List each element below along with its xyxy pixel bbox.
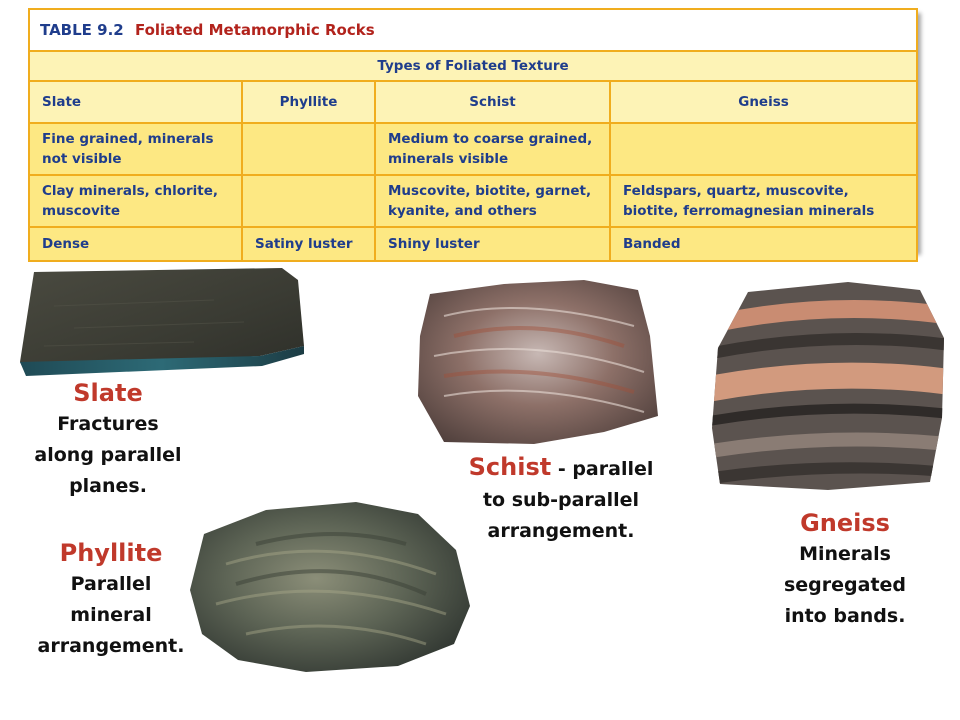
- table-cell: Medium to coarse grained, minerals visible: [375, 123, 610, 175]
- gneiss-caption: [762, 508, 928, 632]
- table-number: TABLE 9.2: [40, 21, 124, 39]
- phyllite-description-line: arrangement.: [37, 635, 185, 657]
- column-header-slate: Slate: [29, 81, 242, 123]
- table-cell: Shiny luster: [375, 227, 610, 261]
- table-cell: Feldspars, quartz, muscovite, biotite, ferromagnesian minerals: [610, 175, 917, 227]
- table-title: [29, 9, 917, 51]
- table-cell: [610, 123, 917, 175]
- gneiss-rock-image: [708, 278, 948, 494]
- schist-name: Schist: [468, 453, 552, 481]
- table-cell: [242, 175, 375, 227]
- column-header-gneiss: Gneiss: [610, 81, 917, 123]
- table-cell: Dense: [29, 227, 242, 261]
- table-cell: Fine grained, minerals not visible: [29, 123, 242, 175]
- table-row: [29, 175, 917, 227]
- gneiss-description-line: into bands.: [784, 605, 906, 627]
- schist-description-line: to sub-parallel: [482, 489, 640, 511]
- table-row: [29, 123, 917, 175]
- table-subheading: Types of Foliated Texture: [29, 51, 917, 81]
- schist-rock-image: [414, 276, 660, 448]
- table-cell: Banded: [610, 227, 917, 261]
- table-cell: Clay minerals, chlorite, muscovite: [29, 175, 242, 227]
- table-row: [29, 227, 917, 261]
- slate-description-line: Fractures: [57, 413, 159, 435]
- phyllite-caption: [14, 538, 208, 662]
- slate-description-line: planes.: [69, 475, 147, 497]
- gneiss-name: Gneiss: [800, 509, 890, 537]
- schist-heading-line: [438, 452, 684, 485]
- phyllite-description-line: mineral: [70, 604, 152, 626]
- table-title-text: Foliated Metamorphic Rocks: [134, 21, 375, 39]
- gneiss-description-line: Minerals: [799, 543, 891, 565]
- schist-caption: [438, 452, 684, 547]
- slate-description-line: along parallel: [34, 444, 182, 466]
- table-cell: [242, 123, 375, 175]
- schist-description-start: - parallel: [551, 458, 654, 480]
- column-header-schist: Schist: [375, 81, 610, 123]
- foliated-rocks-table-container: [28, 8, 916, 250]
- table-cell: Satiny luster: [242, 227, 375, 261]
- foliated-rocks-table: [28, 8, 918, 262]
- table-cell: Muscovite, biotite, garnet, kyanite, and others: [375, 175, 610, 227]
- column-header-phyllite: Phyllite: [242, 81, 375, 123]
- slate-name: Slate: [73, 379, 143, 407]
- slate-caption: [14, 378, 202, 502]
- phyllite-name: Phyllite: [59, 539, 163, 567]
- slate-rock-image: [14, 266, 306, 378]
- phyllite-rock-image: [186, 494, 476, 676]
- gneiss-description-line: segregated: [783, 574, 907, 596]
- schist-description-line: arrangement.: [487, 520, 635, 542]
- phyllite-description-line: Parallel: [70, 573, 152, 595]
